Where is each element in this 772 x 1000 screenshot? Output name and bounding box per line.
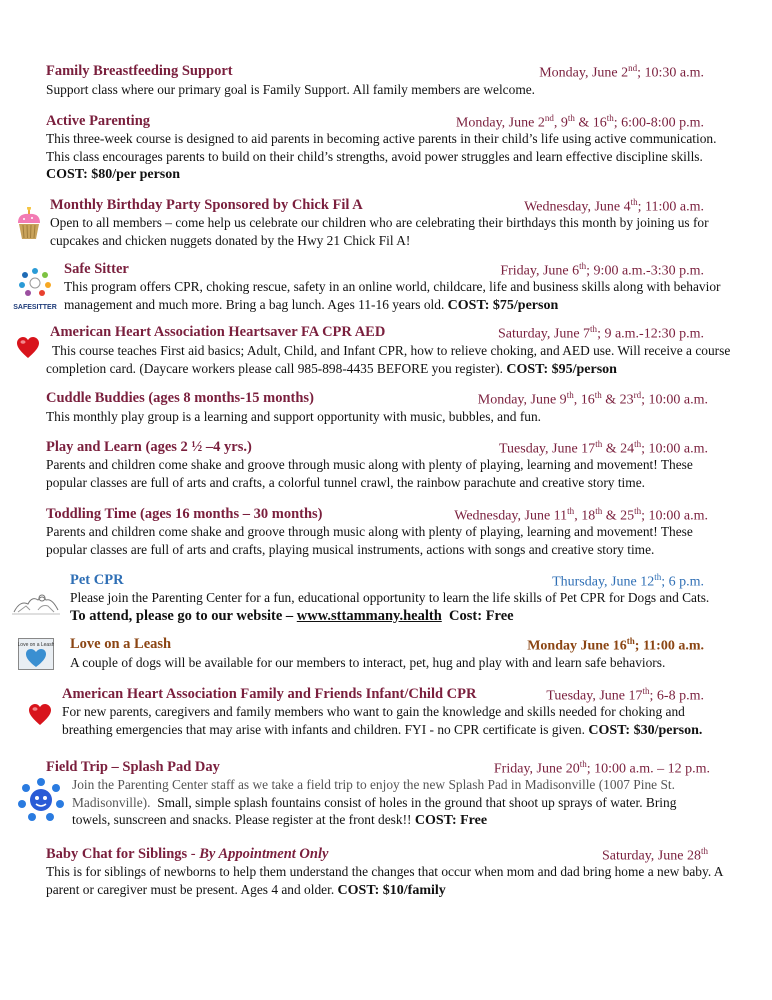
event-title: Toddling Time (ages 16 months – 30 months): [46, 506, 323, 522]
event-title: American Heart Association Heartsaver FA CPR AED: [50, 324, 386, 340]
desc-line-2: This class encourages parents to build on their child’s strengths, avoid power struggles and learn effective discipline skills.: [46, 148, 703, 164]
event-date: Friday, June 6th; 9:00 a.m.-3:30 p.m.: [500, 261, 704, 279]
event-title: Cuddle Buddies (ages 8 months-15 months): [46, 390, 314, 406]
event-title: Monthly Birthday Party Sponsored by Chick Fil A: [50, 197, 363, 213]
event-pet-cpr: [70, 572, 710, 627]
svg-text:SAFESITTER: SAFESITTER: [13, 304, 57, 311]
event-title: Active Parenting: [46, 113, 151, 129]
event-description: [46, 342, 736, 378]
event-date: Wednesday, June 4th; 11:00 a.m.: [524, 197, 704, 215]
event-field-trip: [46, 759, 710, 831]
event-description: A couple of dogs will be available for our members to interact, pet, hug and play with and learn safe behaviors.: [70, 655, 666, 670]
heart-icon: [16, 336, 40, 360]
website-note: [70, 608, 514, 624]
event-active-parenting: [46, 113, 717, 185]
event-description: [46, 863, 726, 899]
event-title: Play and Learn (ages 2 ½ –4 yrs.): [46, 439, 252, 455]
event-title: Pet CPR: [70, 572, 124, 588]
event-date: Monday June 16th; 11:00 a.m.: [527, 636, 704, 654]
event-date: Monday, June 9th, 16th & 23rd; 10:00 a.m.: [477, 390, 708, 408]
event-date: Monday, June 2nd, 9th & 16th; 6:00-8:00 p.m.: [455, 113, 704, 131]
event-title: Family Breastfeeding Support: [46, 63, 233, 79]
love-on-a-leash-logo: [18, 638, 54, 670]
event-cost: COST: $75/person: [447, 297, 559, 313]
event-family-breastfeeding: [46, 63, 704, 103]
event-cuddle-buddies: [46, 390, 708, 430]
event-cost: COST: Free: [414, 813, 488, 828]
event-description: [62, 703, 732, 739]
event-description: Parents and children come shake and groove through music along with plenty of playing, learning and movement! These popular classes are full of arts and crafts, a colorful tunnel crawl, the rainbow parachute and creative story time.: [46, 457, 693, 490]
event-title: Love on a Leash: [70, 636, 172, 652]
event-description: Support class where our primary goal is Family Support. All family members are welcome.: [46, 82, 536, 97]
event-love-on-a-leash: [70, 636, 704, 676]
event-date: Thursday, June 12th; 6 p.m.: [552, 572, 704, 590]
desc-text: For new parents, caregivers and family members who want to gain the knowledge and skills needed for choking and breathing emergencies that may arise with infants and children. FYI - no CPR certificate is given.: [62, 704, 685, 737]
desc-text: This is for siblings of newborns to help them understand the changes that occur when mom and dad bring home a new baby. A parent or caregiver must be present. Ages 4 and older.: [46, 864, 723, 897]
cupcake-icon: [14, 207, 44, 241]
desc-grey-text: Join the Parenting Center staff as we take a field trip to enjoy the new Splash Pad in Madisonville (1007 Pine St. Madisonville).: [72, 777, 675, 810]
event-date: Wednesday, June 11th, 18th & 25th; 10:00 a.m.: [454, 506, 708, 524]
event-description: [46, 130, 746, 184]
event-date: Saturday, June 28th: [601, 846, 708, 864]
event-date: Saturday, June 7th; 9 a.m.-12:30 p.m.: [498, 324, 704, 342]
event-cost: COST: $10/family: [337, 882, 446, 898]
title-separator: -: [187, 846, 200, 862]
desc-line-1: This three-week course is designed to aid parents in becoming active parents in their child’s life using active communication.: [46, 131, 717, 146]
title-suffix: By Appointment Only: [199, 846, 329, 862]
event-family-friends-cpr: [62, 686, 704, 741]
event-birthday-party: [50, 197, 709, 252]
desc-text: This course teaches First aid basics; Adult, Child, and Infant CPR, how to relieve choking, and AED use. Will receive a course completion card. (Daycare workers please call 985-898-4435 BEFORE you register).: [46, 343, 731, 376]
event-toddling-time: [46, 506, 708, 564]
event-title: [46, 846, 328, 863]
event-date: Monday, June 2nd; 10:30 a.m.: [539, 63, 704, 81]
note-cost: Cost: Free: [449, 607, 514, 624]
event-description: [70, 589, 730, 625]
event-title: Field Trip – Splash Pad Day: [46, 759, 220, 775]
event-date: Friday, June 20th; 10:00 a.m. – 12 p.m.: [493, 759, 710, 777]
desc-text: This program offers CPR, choking rescue, safety in an online world, childcare, life and business skills along with behavior management and much more. Bring a bag lunch. Ages 11-16 years old.: [64, 279, 721, 312]
event-description: Open to all members – come help us celebrate our children who are celebrating their birthdays this month by joining us for cupcakes and chicken nuggets donated by the Hwy 21 Chick Fil A!: [50, 215, 709, 248]
desc-text: Please join the Parenting Center for a fun, educational opportunity to learn the life skills of Pet CPR for Dogs and Cats.: [70, 590, 710, 605]
event-description: [72, 776, 692, 830]
event-description: [64, 278, 724, 314]
event-cost: COST: $95/person: [506, 361, 617, 377]
pet-cpr-icon: [12, 588, 60, 616]
safe-sitter-logo: [12, 265, 58, 311]
note-prefix: To attend, please go to our website –: [70, 607, 294, 624]
event-safe-sitter: [64, 261, 721, 316]
title-text: Baby Chat for Siblings: [46, 846, 188, 862]
desc-text: Small, simple splash fountains consist of holes in the ground that shoot up sprays of water. Bring towels, sunscreen and snacks. Please register at the front desk!!: [72, 794, 677, 827]
website-link[interactable]: www.sttammany.health: [296, 607, 442, 624]
event-play-and-learn: [46, 439, 708, 497]
event-title: American Heart Association Family and Friends Infant/Child CPR: [62, 686, 477, 702]
event-description: Parents and children come shake and groove through music along with plenty of playing, learning and movement! These popular classes are full of arts and crafts, playing musical instruments, actions with songs and creative story time.: [46, 524, 693, 557]
event-title: Safe Sitter: [64, 261, 129, 277]
event-cost: COST: $30/person.: [588, 722, 703, 738]
svg-text:Love on a Leash: Love on a Leash: [18, 642, 54, 648]
heart-icon: [28, 703, 52, 727]
event-date: Tuesday, June 17th & 24th; 10:00 a.m.: [498, 439, 708, 457]
event-cost: COST: $80/per person: [46, 167, 181, 182]
event-description: This monthly play group is a learning and support opportunity with music, bubbles, and fun.: [46, 409, 542, 424]
event-date: Tuesday, June 17th; 6-8 p.m.: [546, 686, 704, 704]
event-baby-chat: [46, 846, 723, 904]
